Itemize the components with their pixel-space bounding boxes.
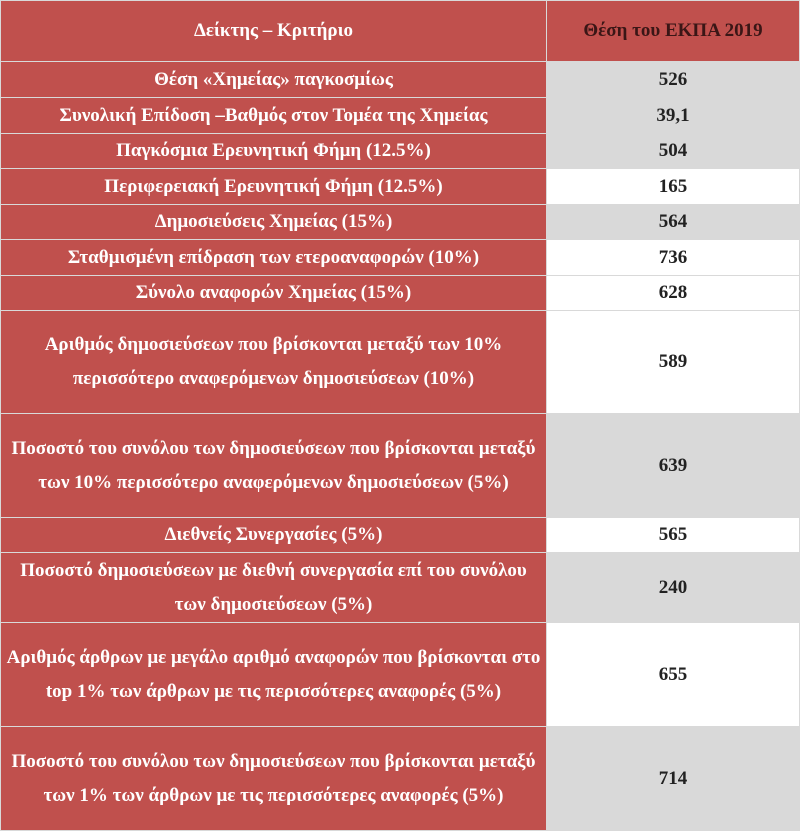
position-value-cell: 504 [547,134,800,169]
criterion-cell: Παγκόσμια Ερευνητική Φήμη (12.5%) [1,134,547,169]
header-row [1,1,800,62]
position-value-cell: 655 [547,623,800,727]
table-row [1,311,800,414]
criterion-column-header: Δείκτης – Κριτήριο [1,1,547,62]
position-column-header: Θέση του ΕΚΠΑ 2019 [547,1,800,62]
criterion-cell: Ποσοστό δημοσιεύσεων με διεθνή συνεργασία επί του συνόλου των δημοσιεύσεων (5%) [1,553,547,623]
position-value-cell: 736 [547,240,800,276]
position-value-cell: 39,1 [547,98,800,134]
criterion-cell: Συνολική Επίδοση –Βαθμός στον Τομέα της Χημείας [1,98,547,134]
criterion-cell: Περιφερειακή Ερευνητική Φήμη (12.5%) [1,169,547,205]
table-row [1,169,800,205]
position-value-cell: 565 [547,518,800,553]
table-row [1,240,800,276]
position-value-cell: 564 [547,205,800,240]
table-row [1,62,800,98]
criterion-cell: Δημοσιεύσεις Χημείας (15%) [1,205,547,240]
criterion-cell: Σταθμισμένη επίδραση των ετεροαναφορών (10%) [1,240,547,276]
table-row [1,518,800,553]
criterion-cell: Αριθμός δημοσιεύσεων που βρίσκονται μεταξύ των 10% περισσότερο αναφερόμενων δημοσιεύσεων (10%) [1,311,547,414]
table-row [1,623,800,727]
table-row [1,134,800,169]
criterion-cell: Αριθμός άρθρων με μεγάλο αριθμό αναφορών που βρίσκονται στο top 1% των άρθρων με τις περισσότερες αναφορές (5%) [1,623,547,727]
criterion-cell: Θέση «Χημείας» παγκοσμίως [1,62,547,98]
criterion-cell: Διεθνείς Συνεργασίες (5%) [1,518,547,553]
position-value-cell: 526 [547,62,800,98]
table-row [1,553,800,623]
position-value-cell: 714 [547,727,800,831]
table-row [1,727,800,831]
criterion-cell: Ποσοστό του συνόλου των δημοσιεύσεων που βρίσκονται μεταξύ των 1% των άρθρων με τις περισσότερες αναφορές (5%) [1,727,547,831]
position-value-cell: 639 [547,414,800,518]
table-row [1,98,800,134]
table-row [1,414,800,518]
position-value-cell: 240 [547,553,800,623]
position-value-cell: 165 [547,169,800,205]
table-row [1,276,800,311]
position-value-cell: 589 [547,311,800,414]
table-row [1,205,800,240]
criterion-cell: Ποσοστό του συνόλου των δημοσιεύσεων που βρίσκονται μεταξύ των 10% περισσότερο αναφερόμενων δημοσιεύσεων (5%) [1,414,547,518]
criterion-cell: Σύνολο αναφορών Χημείας (15%) [1,276,547,311]
position-value-cell: 628 [547,276,800,311]
